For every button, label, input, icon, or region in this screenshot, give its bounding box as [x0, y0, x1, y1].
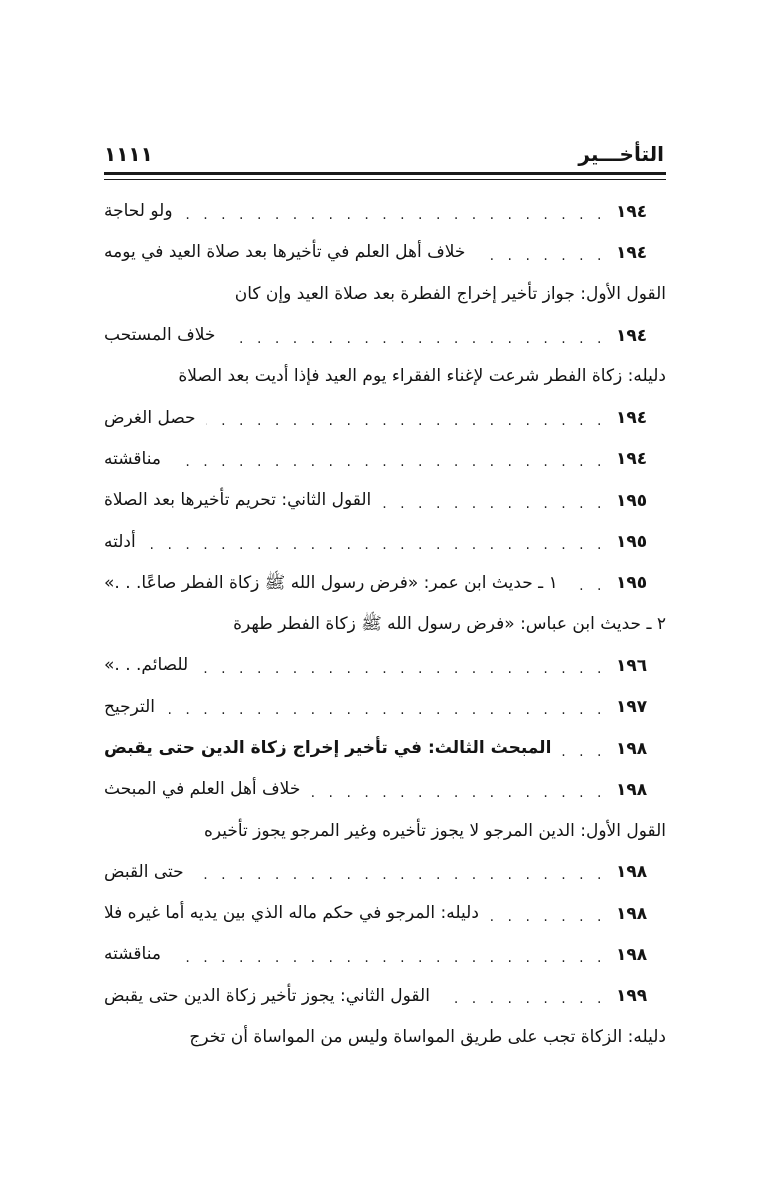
toc-section-heading: المبحث الثالث: في تأخير إخراج زكاة الدين حتى يقبض — [104, 738, 552, 758]
dot-leader — [146, 538, 606, 552]
toc-entry — [104, 645, 666, 686]
toc-entry-text: خلاف أهل العلم في تأخيرها بعد صلاة العيد في يومه — [104, 242, 466, 263]
dot-leader — [194, 868, 606, 882]
toc-entry-text: خلاف أهل العلم في المبحث — [104, 779, 301, 800]
dot-leader — [475, 249, 606, 263]
toc-entry-page: ١٩٩ — [616, 986, 648, 1007]
toc-entry-text: دليله: زكاة الفطر شرعت لإغناء الفقراء يوم العيد فإذا أديت بعد الصلاة — [178, 366, 666, 387]
toc-entry-page: ١٩٤ — [616, 201, 648, 222]
toc-entry — [104, 315, 666, 356]
toc-entry-text: القول الثاني: يجوز تأخير زكاة الدين حتى يقبض — [104, 985, 430, 1006]
toc-entry — [104, 976, 666, 1017]
dot-leader — [381, 497, 606, 511]
dot-leader — [198, 662, 606, 676]
dot-leader — [165, 703, 606, 717]
toc-entry — [104, 810, 666, 851]
toc-entry-page: ١٩٤ — [616, 408, 648, 429]
dot-leader — [561, 745, 606, 759]
toc-entry — [104, 397, 666, 438]
toc-entry — [104, 687, 666, 728]
toc-entry-text: خلاف المستحب — [104, 325, 216, 346]
toc-entry-text: ١ ـ حديث ابن عمر: «فرض رسول الله ﷺ زكاة الفطر صاعًا. . .» — [104, 572, 558, 593]
toc-entry-text: الترجيح — [104, 696, 156, 717]
toc-entry-page: ١٩٨ — [616, 738, 648, 759]
toc-entry-page: ١٩٧ — [616, 697, 648, 718]
toc-entry-page: ١٩٨ — [616, 903, 648, 924]
toc-entry-text: ولو لحاجة — [104, 201, 173, 222]
dot-leader — [171, 951, 606, 965]
toc-entry-page: ١٩٥ — [616, 490, 648, 511]
toc-entry-page: ١٩٤ — [616, 242, 648, 263]
toc-entry — [104, 893, 666, 934]
dot-leader — [225, 332, 606, 346]
toc-entry-text: مناقشته — [104, 448, 161, 469]
toc-entry — [104, 191, 666, 232]
table-of-contents — [104, 191, 666, 1058]
toc-entry — [104, 852, 666, 893]
dot-leader — [489, 910, 606, 924]
toc-entry-text: حصل الغرض — [104, 407, 196, 428]
toc-entry-text: حتى القبض — [104, 861, 184, 882]
toc-entry — [104, 439, 666, 480]
toc-entry-page: ١٩٤ — [616, 325, 648, 346]
toc-entry-text: القول الأول: جواز تأخير إخراج الفطرة بعد صلاة العيد وإن كان — [234, 283, 666, 304]
page-number: ١١١١ — [104, 142, 153, 166]
dot-leader — [183, 208, 606, 222]
toc-entry — [104, 480, 666, 521]
toc-entry-text: أدلته — [104, 531, 136, 552]
toc-entry — [104, 232, 666, 273]
toc-entry-page: ١٩٤ — [616, 449, 648, 470]
dot-leader — [171, 455, 606, 469]
toc-entry-text: القول الثاني: تحريم تأخيرها بعد الصلاة — [104, 490, 372, 511]
running-header-title: التأخـــير — [578, 142, 664, 166]
toc-entry-section — [104, 728, 666, 769]
toc-entry-text: مناقشته — [104, 944, 161, 965]
dot-leader — [310, 786, 606, 800]
toc-entry — [104, 274, 666, 315]
toc-entry-page: ١٩٨ — [616, 862, 648, 883]
toc-entry-text: دليله: المرجو في حكم ماله الذي بين يديه أما غيره فلا — [104, 903, 479, 924]
header-rule-thin — [104, 179, 666, 180]
toc-entry-text: القول الأول: الدين المرجو لا يجوز تأخيره وغير المرجو يجوز تأخيره — [203, 820, 666, 841]
toc-entry — [104, 769, 666, 810]
dot-leader — [440, 992, 606, 1006]
toc-entry-page: ١٩٥ — [616, 532, 648, 553]
toc-entry — [104, 604, 666, 645]
running-header — [104, 138, 664, 174]
toc-entry — [104, 934, 666, 975]
toc-entry — [104, 1017, 666, 1058]
toc-entry-page: ١٩٦ — [616, 655, 648, 676]
toc-entry-page: ١٩٥ — [616, 573, 648, 594]
toc-entry — [104, 563, 666, 604]
toc-entry — [104, 356, 666, 397]
toc-entry-text: للصائم. . .» — [104, 655, 189, 676]
toc-entry-page: ١٩٨ — [616, 944, 648, 965]
toc-entry — [104, 521, 666, 562]
toc-entry-text: ٢ ـ حديث ابن عباس: «فرض رسول الله ﷺ زكاة الفطر طهرة — [233, 614, 666, 635]
toc-entry-text: دليله: الزكاة تجب على طريق المواساة وليس من المواساة أن تخرج — [189, 1027, 666, 1048]
toc-entry-page: ١٩٨ — [616, 779, 648, 800]
dot-leader — [568, 579, 606, 593]
header-rule-thick — [104, 172, 666, 175]
dot-leader — [206, 414, 606, 428]
